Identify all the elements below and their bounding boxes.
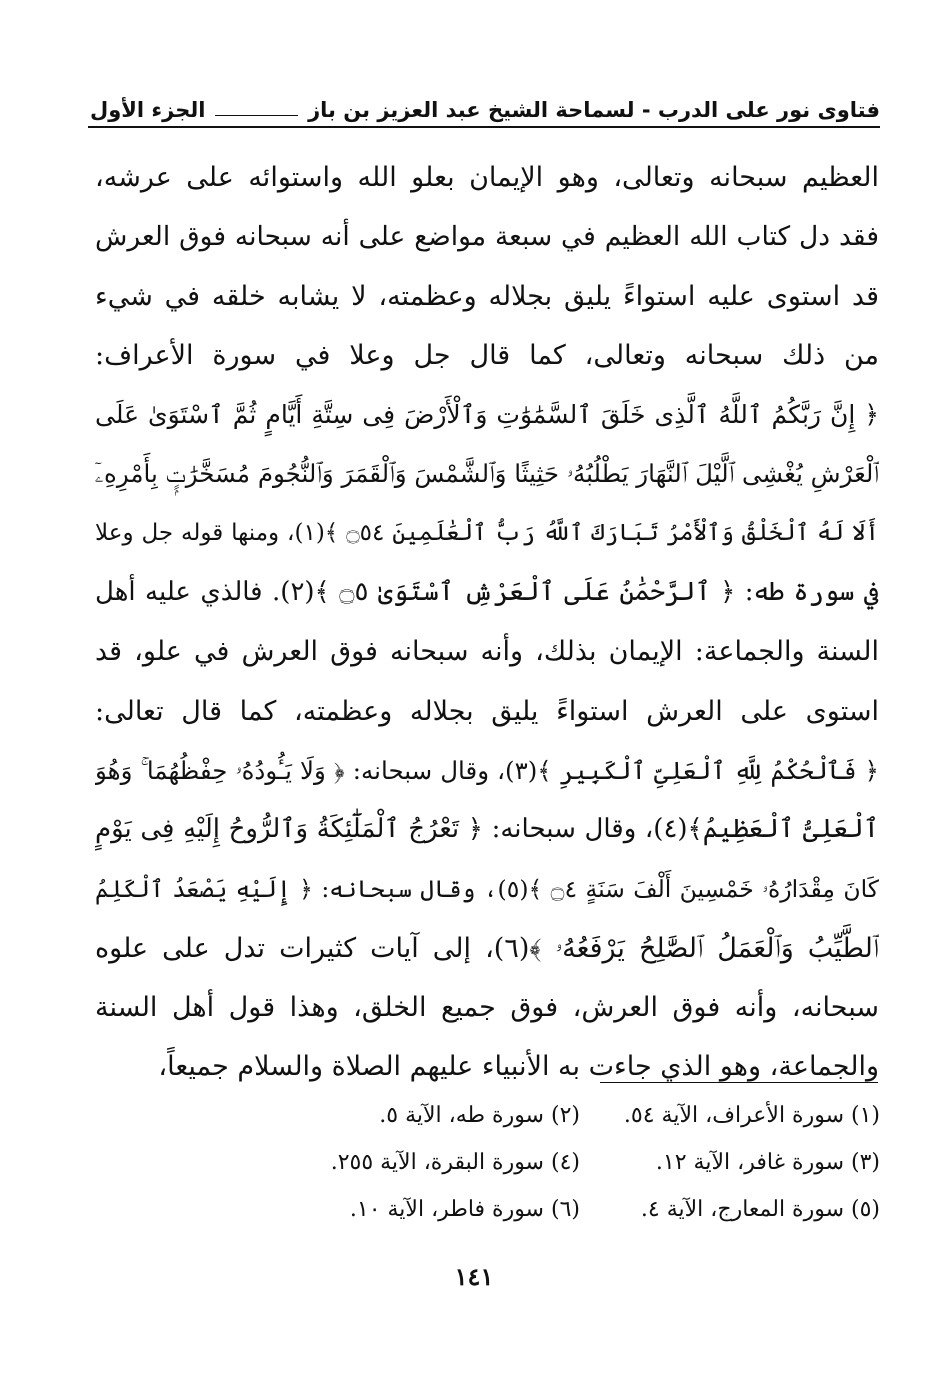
text-line: في سورة طه: ﴿ ٱلرَّحْمَٰنُ عَلَى ٱلْعَرْشِ ٱسْتَوَىٰ ۝٥ ﴾(٢). فالذي عليه أهل (95, 577, 879, 608)
main-text (95, 148, 879, 1097)
footnote: (٢) سورة طه، الآية ٥. (379, 1103, 580, 1128)
quran-verse-line: ﴿ فَٱلْحُكْمُ لِلَّهِ ٱلْعَلِىِّ ٱلْكَبِيرِ ﴾(٣)، وقال سبحانه: ﴿ وَلَا يَـُٔودُهُۥ حِفْظُهُمَا ۚ وَهُوَ (95, 755, 879, 785)
footnote: (٤) سورة البقرة، الآية ٢٥٥. (330, 1150, 580, 1175)
header-dash-rule (215, 115, 298, 116)
footnote: (٣) سورة غافر، الآية ١٢. (655, 1150, 880, 1175)
text-line: والجماعة، وهو الذي جاءت به الأنبياء عليهم الصلاة والسلام جميعاً، (158, 1051, 879, 1083)
quran-verse-line: كَانَ مِقْدَارُهُۥ خَمْسِينَ أَلْفَ سَنَةٍ ۝٤ ﴾(٥)، وقال سبحانه: ﴿ إِلَيْهِ يَصْعَدُ ٱلْكَلِمُ (95, 874, 879, 903)
header-divider (88, 126, 880, 128)
text-line: استوى على العرش استواءً يليق بجلاله وعظمته، كما قال تعالى: (95, 695, 879, 727)
text-line: السنة والجماعة: الإيمان بذلك، وأنه سبحانه فوق العرش في علو، قد (95, 636, 879, 668)
footnotes (200, 1092, 880, 1233)
text-line: فقد دل كتاب الله العظيم في سبعة مواضع على أنه سبحانه فوق العرش (95, 221, 879, 253)
quran-verse-line: ٱلْعَرْشِ يُغْشِى ٱلَّيْلَ ٱلنَّهَارَ يَطْلُبُهُۥ حَثِيثًا وَٱلشَّمْسَ وَٱلْقَمَرَ وَٱلنُّجُومَ مُسَخَّرَٰتٍۭ بِأَمْرِهِۦٓ (95, 459, 879, 489)
footnote-row (200, 1186, 880, 1233)
quran-verse-line: ٱلطَّيِّبُ وَٱلْعَمَلُ ٱلصَّٰلِحُ يَرْفَعُهُۥ ﴾(٦)، إلى آيات كثيرات تدل على علوه (95, 932, 879, 964)
footnote: (١) سورة الأعراف، الآية ٥٤. (623, 1103, 880, 1128)
footnote-row (200, 1092, 880, 1139)
quran-verse-line: ٱلْعَلِىُّ ٱلْعَظِيمُ﴾(٤)، وقال سبحانه: ﴿ تَعْرُجُ ٱلْمَلَٰٓئِكَةُ وَٱلرُّوحُ إِلَيْهِ فِى يَوْمٍ (95, 814, 879, 845)
page-number: ١٤١ (454, 1262, 494, 1291)
footnote: (٦) سورة فاطر، الآية ١٠. (349, 1197, 580, 1222)
footnote-divider (600, 1082, 878, 1083)
footnote-row (200, 1139, 880, 1186)
book-title: فتاوى نور على الدرب - لسماحة الشيخ عبد العزيز بن باز (308, 98, 880, 122)
text-line: العظيم سبحانه وتعالى، وهو الإيمان بعلو الله واستوائه على عرشه، (95, 162, 879, 193)
running-header (90, 82, 880, 122)
text-line: سبحانه، وأنه فوق العرش، فوق جميع الخلق، وهذا قول أهل السنة (95, 992, 879, 1024)
quran-verse-line: ﴿ إِنَّ رَبَّكُمُ ٱللَّهُ ٱلَّذِى خَلَقَ ٱلسَّمَٰوَٰتِ وَٱلْأَرْضَ فِى سِتَّةِ أَيَّامٍ ثُمَّ ٱسْتَوَىٰ عَلَى (95, 400, 879, 430)
text-line: من ذلك سبحانه وتعالى، كما قال جل وعلا في سورة الأعراف: (95, 339, 879, 371)
volume-label: الجزء الأول (90, 98, 206, 122)
quran-verse-line: أَلَا لَهُ ٱلْخَلْقُ وَٱلْأَمْرُ تَبَارَكَ ٱللَّهُ رَبُّ ٱلْعَٰلَمِينَ ۝٥٤ ﴾(١)، ومنها قوله جل وعلا (95, 519, 879, 546)
text-line: قد استوى عليه استواءً يليق بجلاله وعظمته، لا يشابه خلقه في شيء (95, 280, 879, 312)
footnote: (٥) سورة المعارج، الآية ٤. (640, 1197, 880, 1222)
